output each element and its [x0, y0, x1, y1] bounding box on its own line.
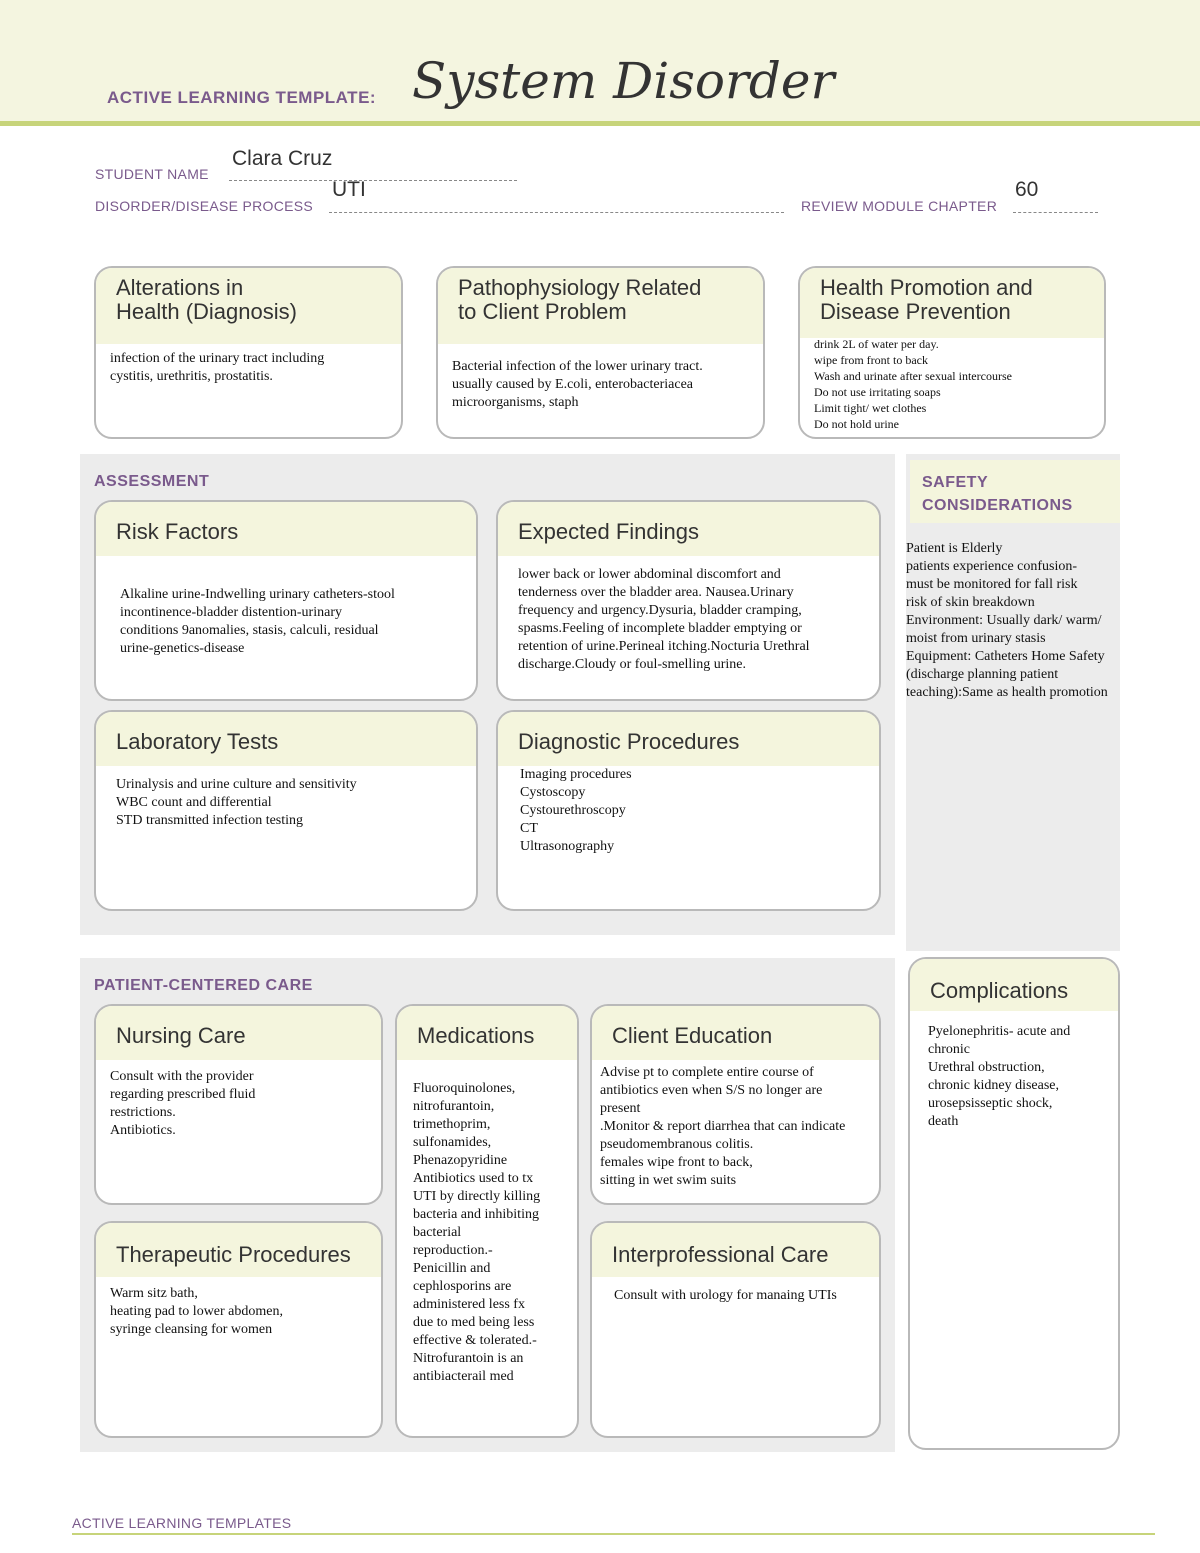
alterations-title: Alterations in Health (Diagnosis) [96, 268, 401, 344]
interprofessional-care-box [590, 1221, 881, 1438]
diagnostic-procedures-title: Diagnostic Procedures [498, 712, 879, 766]
template-title: System Disorder [412, 52, 835, 110]
therapeutic-procedures-box [94, 1221, 383, 1438]
disorder-label: DISORDER/DISEASE PROCESS [95, 198, 314, 214]
health-promotion-title: Health Promotion and Disease Prevention [800, 268, 1104, 338]
health-promotion-text[interactable]: drink 2L of water per day. wipe from front to back Wash and urinate after sexual intercourse Do not use irritating soaps Limit tight/ wet clothes Do not hold urine [814, 337, 1012, 431]
complications-title: Complications [910, 959, 1118, 1011]
medications-box [395, 1004, 579, 1438]
diagnostic-procedures-text[interactable]: Imaging procedures Cystoscopy Cystourethroscopy CT Ultrasonography [520, 767, 632, 854]
expected-findings-text[interactable]: lower back or lower abdominal discomfort and tenderness over the bladder area. Nausea.Urinary frequency and urgency.Dysuria, bladder cramping, spasms.Feeling of incomplete bladder emptying or retention of urine.Perineal itching.Nocturia Urethral discharge.Cloudy or foul-smelling urine. [518, 567, 810, 672]
safety-section [906, 454, 1120, 951]
chapter-underline [1013, 211, 1098, 213]
pathophysiology-box [436, 266, 765, 439]
student-name-underline [229, 179, 517, 181]
footer-divider [72, 1533, 1155, 1535]
pathophysiology-text[interactable]: Bacterial infection of the lower urinary tract. usually caused by E.coli, enterobacteriacea microorganisms, staph [452, 359, 703, 410]
alterations-text[interactable]: infection of the urinary tract including cystitis, urethritis, prostatitis. [110, 351, 325, 384]
client-education-box [590, 1004, 881, 1205]
safety-title: SAFETY CONSIDERATIONS [922, 474, 1073, 514]
complications-box [908, 957, 1120, 1450]
assessment-title: ASSESSMENT [94, 473, 210, 490]
expected-findings-box [496, 500, 881, 701]
client-education-title: Client Education [592, 1006, 879, 1060]
disorder-underline [329, 211, 784, 213]
alterations-box [94, 266, 403, 439]
complications-text[interactable]: Pyelonephritis- acute and chronic Urethral obstruction, chronic kidney disease, urosepsisseptic shock, death [928, 1024, 1071, 1129]
interprofessional-care-text[interactable]: Consult with urology for manaing UTIs [614, 1288, 837, 1303]
pathophysiology-title: Pathophysiology Related to Client Problem [438, 268, 763, 344]
risk-factors-title: Risk Factors [96, 502, 476, 556]
disorder-field[interactable]: UTI [332, 178, 366, 201]
nursing-care-title: Nursing Care [96, 1006, 381, 1060]
risk-factors-box [94, 500, 478, 701]
medications-title: Medications [397, 1006, 577, 1060]
laboratory-tests-box [94, 710, 478, 911]
diagnostic-procedures-box [496, 710, 881, 911]
client-education-text[interactable]: Advise pt to complete entire course of antibiotics even when S/S no longer are present .Monitor & report diarrhea that can indicate pseudomembranous colitis. females wipe front to back, sitting in wet swim suits [600, 1065, 846, 1188]
chapter-field[interactable]: 60 [1015, 178, 1039, 201]
nursing-care-text[interactable]: Consult with the provider regarding prescribed fluid restrictions. Antibiotics. [110, 1069, 256, 1138]
health-promotion-box [798, 266, 1106, 439]
therapeutic-procedures-title: Therapeutic Procedures [96, 1223, 381, 1277]
student-name-field[interactable]: Clara Cruz [232, 147, 333, 170]
safety-text[interactable]: Patient is Elderly patients experience confusion- must be monitored for fall risk risk of skin breakdown Environment: Usually dark/ warm/ moist from urinary stasis Equipment: Catheters Home Safety (discharge planning patient teaching):Same as health promotion [906, 541, 1108, 700]
template-label: ACTIVE LEARNING TEMPLATE: [107, 88, 377, 107]
laboratory-tests-title: Laboratory Tests [96, 712, 476, 766]
student-name-label: STUDENT NAME [95, 166, 209, 182]
expected-findings-title: Expected Findings [498, 502, 879, 556]
patient-care-title: PATIENT-CENTERED CARE [94, 977, 313, 994]
nursing-care-box [94, 1004, 383, 1205]
footer-text: ACTIVE LEARNING TEMPLATES [72, 1515, 292, 1531]
risk-factors-text[interactable]: Alkaline urine-Indwelling urinary catheters-stool incontinence-bladder distention-urinary conditions 9anomalies, stasis, calculi, residual urine-genetics-disease [120, 587, 395, 656]
chapter-label: REVIEW MODULE CHAPTER [801, 198, 998, 214]
laboratory-tests-text[interactable]: Urinalysis and urine culture and sensitivity WBC count and differential STD transmitted infection testing [116, 777, 357, 828]
therapeutic-procedures-text[interactable]: Warm sitz bath, heating pad to lower abdomen, syringe cleansing for women [110, 1286, 284, 1337]
medications-text[interactable]: Fluoroquinolones, nitrofurantoin, trimethoprim, sulfonamides, Phenazopyridine Antibiotics used to tx UTI by directly killing bacteria and inhibiting bacterial reproduction.- Penicillin and cephlosporins are administered less fx due to med being less effective & tolerated.- Nitrofurantoin is an antibiacterail med [413, 1081, 541, 1384]
header-divider [0, 121, 1200, 126]
interprofessional-care-title: Interprofessional Care [592, 1223, 879, 1277]
